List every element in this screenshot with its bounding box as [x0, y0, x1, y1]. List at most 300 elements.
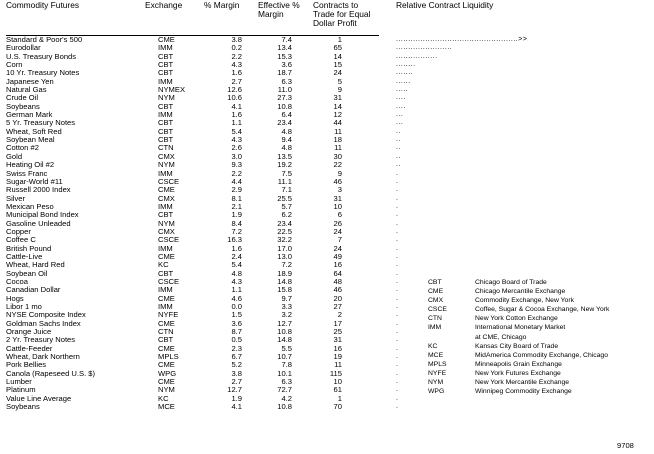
table-row [0, 195, 654, 203]
pct-margin-value: 3.6 [231, 318, 242, 328]
exchange-code: CBT [158, 335, 174, 345]
table-row [0, 270, 654, 278]
liquidity-bar: . [396, 328, 399, 336]
pct-margin-value: 4.1 [231, 101, 242, 111]
effective-margin-value: 7.8 [281, 360, 292, 370]
contracts-value: 16 [333, 343, 342, 353]
commodity-name: Soybeans [6, 101, 40, 111]
legend-desc: Winnipeg Commodity Exchange [475, 388, 572, 396]
liquidity-bar: ........ [396, 61, 416, 69]
pct-margin-value: 4.4 [231, 176, 242, 186]
contracts-value: 24 [333, 243, 342, 253]
commodity-name: Mexican Peso [6, 201, 54, 211]
liquidity-bar: .. [396, 152, 401, 160]
commodity-name: Canola (Rapeseed U.S. $) [6, 368, 96, 378]
exchange-code: IMM [158, 43, 173, 53]
legend-desc: Chicago Board of Trade [475, 279, 547, 286]
table-row [0, 178, 654, 186]
legend-abbr: WPG [428, 388, 445, 396]
liquidity-bar: . [396, 194, 399, 202]
exchange-code: CTN [158, 327, 174, 337]
effective-margin-value: 11.0 [277, 85, 292, 95]
liquidity-bar: . [396, 286, 399, 294]
effective-margin-value: 18.7 [277, 68, 292, 78]
contracts-value: 49 [333, 251, 342, 261]
effective-margin-value: 7.1 [281, 185, 292, 195]
document-code: 9708 [617, 441, 634, 450]
exchange-code: CMX [158, 193, 175, 203]
effective-margin-value: 12.7 [277, 318, 292, 328]
liquidity-bar: . [396, 202, 399, 210]
effective-margin-value: 10.7 [277, 352, 292, 362]
table-row [0, 220, 654, 228]
legend-abbr: IMM [428, 324, 442, 332]
pct-margin-value: 0.2 [231, 43, 242, 53]
table-row [0, 111, 654, 119]
effective-margin-value: 9.7 [281, 293, 292, 303]
legend-abbr: CBT [428, 279, 442, 286]
exchange-code: CBT [158, 135, 174, 145]
commodity-name: Municipal Bond Index [6, 210, 79, 220]
contracts-value: 6 [337, 210, 342, 220]
pct-margin-value: 2.7 [231, 76, 242, 86]
liquidity-bar: . [396, 403, 399, 411]
header-contracts-line-1: Contracts to [313, 0, 359, 10]
effective-margin-value: 6.2 [281, 210, 292, 220]
pct-margin-value: 2.9 [231, 185, 242, 195]
liquidity-bar: . [396, 361, 399, 369]
exchange-code: CME [158, 251, 175, 261]
exchange-code: CME [158, 293, 175, 303]
commodity-name: Russell 2000 Index [6, 185, 71, 195]
commodity-name: Orange Juice [6, 327, 52, 337]
commodity-name: 10 Yr. Treasury Notes [6, 68, 80, 78]
contracts-value: 15 [333, 60, 342, 70]
legend-abbr: CSCE [428, 306, 447, 314]
table-row [0, 245, 654, 253]
exchange-code: CMX [158, 151, 175, 161]
table-row [0, 103, 654, 111]
table-row [0, 36, 654, 44]
commodity-name: Cattle-Feeder [6, 343, 53, 353]
commodity-name: Cocoa [6, 276, 28, 286]
effective-margin-value: 14.8 [277, 276, 292, 286]
exchange-code: NYM [158, 218, 175, 228]
effective-margin-value: 27.3 [277, 93, 292, 103]
table-row [0, 69, 654, 77]
exchange-code: KC [158, 393, 169, 403]
liquidity-bar: . [396, 227, 399, 235]
contracts-value: 3 [337, 185, 342, 195]
commodity-name: 2 Yr. Treasury Notes [6, 335, 76, 345]
contracts-value: 11 [334, 126, 342, 136]
table-row [0, 128, 654, 136]
effective-margin-value: 13.5 [277, 151, 292, 161]
contracts-value: 48 [333, 276, 342, 286]
pct-margin-value: 2.1 [231, 201, 242, 211]
pct-margin-value: 8.7 [231, 327, 242, 337]
commodity-name: Libor 1 mo [6, 302, 42, 311]
exchange-code: CME [158, 343, 175, 353]
contracts-value: 12 [333, 110, 342, 120]
contracts-value: 18 [333, 135, 342, 145]
commodity-name: Standard & Poor's 500 [6, 35, 83, 44]
effective-margin-value: 18.9 [277, 268, 292, 278]
effective-margin-value: 7.4 [281, 35, 292, 44]
liquidity-bar: . [396, 169, 399, 177]
effective-margin-value: 9.4 [281, 135, 292, 145]
contracts-value: 24 [333, 226, 342, 236]
table-row [0, 203, 654, 211]
pct-margin-value: 3.8 [231, 35, 242, 44]
liquidity-bar: . [396, 378, 399, 386]
liquidity-bar: . [396, 177, 399, 185]
contracts-value: 115 [329, 368, 342, 378]
liquidity-bar: .. [396, 161, 401, 169]
pct-margin-value: 7.2 [231, 226, 242, 236]
liquidity-bar: . [396, 303, 399, 310]
legend-abbr: NYFE [428, 369, 447, 377]
legend-desc: at CME, Chicago [475, 333, 527, 341]
header-exchange: Exchange [145, 0, 183, 10]
contracts-value: 61 [333, 385, 342, 395]
contracts-value: 30 [333, 151, 342, 161]
contracts-value: 1 [337, 393, 342, 403]
table-row [0, 228, 654, 236]
table-row [0, 86, 654, 94]
exchange-code: WPG [158, 368, 177, 378]
table-row [0, 53, 654, 61]
liquidity-bar: . [396, 269, 399, 277]
exchange-code: CSCE [158, 276, 180, 286]
contracts-value: 20 [333, 293, 342, 303]
contracts-value: 46 [333, 176, 342, 186]
pct-margin-value: 12.6 [227, 85, 242, 95]
header-commodity: Commodity Futures [6, 0, 80, 10]
exchange-code: NYM [158, 385, 175, 395]
pct-margin-value: 2.2 [231, 168, 242, 178]
commodity-name: British Pound [6, 243, 52, 253]
exchange-code: IMM [158, 243, 173, 253]
commodity-name: Corn [6, 60, 23, 70]
table-row [0, 211, 654, 219]
pct-margin-value: 1.9 [231, 210, 242, 220]
pct-margin-value: 2.2 [231, 51, 242, 61]
pct-margin-value: 4.3 [231, 135, 242, 145]
legend-desc: Chicago Mercantile Exchange [475, 288, 566, 296]
pct-margin-value: 2.6 [231, 143, 242, 153]
commodity-name: Cattle-Live [6, 251, 43, 261]
effective-margin-value: 7.2 [281, 260, 292, 270]
exchange-code: IMM [158, 302, 173, 311]
liquidity-bar: . [396, 261, 399, 269]
header-contracts-line-3: Dollar Profit [313, 18, 357, 28]
effective-margin-value: 6.3 [281, 76, 292, 86]
effective-margin-value: 10.8 [277, 402, 292, 412]
exchange-code: IMM [158, 110, 173, 120]
exchange-code: CBT [158, 126, 174, 136]
pct-margin-value: 2.3 [231, 343, 242, 353]
pct-margin-value: 1.5 [231, 310, 242, 320]
exchange-code: NYMEX [158, 85, 186, 95]
pct-margin-value: 8.1 [231, 193, 242, 203]
effective-margin-value: 10.8 [277, 101, 292, 111]
exchange-code: NYFE [158, 310, 179, 320]
contracts-value: 1 [337, 35, 342, 44]
legend-desc: Kansas City Board of Trade [475, 342, 559, 350]
effective-margin-value: 6.4 [281, 110, 292, 120]
legend-abbr: NYM [428, 379, 444, 387]
contracts-value: 19 [333, 352, 342, 362]
liquidity-bar: . [396, 219, 399, 227]
contracts-value: 24 [333, 68, 342, 78]
pct-margin-value: 6.7 [231, 352, 242, 362]
effective-margin-value: 7.5 [281, 168, 292, 178]
pct-margin-value: 1.6 [231, 243, 242, 253]
effective-margin-value: 23.4 [277, 218, 292, 228]
pct-margin-value: 4.6 [231, 293, 242, 303]
exchange-code: KC [158, 260, 169, 270]
effective-margin-value: 5.5 [281, 343, 292, 353]
pct-margin-value: 3.8 [231, 368, 242, 378]
liquidity-bar: .. [396, 136, 401, 144]
liquidity-bar: . [396, 369, 399, 377]
legend-abbr: MCE [428, 351, 444, 359]
liquidity-bar: ..... [396, 86, 409, 94]
legend-desc: Commodity Exchange, New York [475, 297, 574, 305]
exchange-code: IMM [158, 76, 173, 86]
legend-desc: Minneapolis Grain Exchange [475, 360, 562, 368]
commodity-name: German Mark [6, 110, 53, 120]
table-row [0, 261, 654, 269]
pct-margin-value: 0.5 [231, 335, 242, 345]
commodity-name: Wheat, Soft Red [6, 126, 62, 136]
commodity-name: Eurodollar [6, 43, 41, 53]
pct-margin-value: 3.0 [231, 151, 242, 161]
commodity-name: Gold [6, 151, 23, 161]
commodity-name: Silver [6, 193, 25, 203]
table-row [0, 61, 654, 69]
effective-margin-value: 15.8 [277, 285, 292, 295]
legend-abbr: KC [428, 342, 438, 350]
liquidity-bar: . [396, 336, 399, 344]
liquidity-bar: . [396, 211, 399, 219]
commodity-name: Wheat, Hard Red [6, 260, 65, 270]
legend-desc: MidAmerica Commodity Exchange, Chicago [475, 351, 608, 359]
pct-margin-value: 9.3 [231, 160, 242, 170]
liquidity-bar: . [396, 236, 399, 244]
effective-margin-value: 23.4 [277, 118, 292, 128]
commodity-name: 5 Yr. Treasury Notes [6, 118, 76, 128]
table-row [0, 144, 654, 152]
exchange-code: NYM [158, 93, 175, 103]
contracts-value: 10 [333, 201, 342, 211]
pct-margin-value: 2.4 [231, 251, 242, 261]
liquidity-bar: .... [396, 102, 406, 110]
commodity-name: NYSE Composite Index [6, 310, 86, 320]
contracts-value: 44 [333, 118, 342, 128]
liquidity-bar: . [396, 244, 399, 252]
pct-margin-value: 4.3 [231, 276, 242, 286]
contracts-value: 10 [333, 377, 342, 387]
pct-margin-value: 10.6 [227, 93, 242, 103]
liquidity-bar: . [396, 311, 399, 319]
contracts-value: 11 [334, 143, 342, 153]
effective-margin-value: 22.5 [277, 226, 292, 236]
contracts-value: 17 [333, 318, 342, 328]
table-row [0, 186, 654, 194]
legend-abbr: CME [428, 288, 444, 296]
commodity-name: Platinum [6, 385, 36, 395]
commodity-name: Swiss Franc [6, 168, 48, 178]
commodity-name: Sugar-World #11 [6, 176, 63, 186]
contracts-value: 14 [333, 101, 342, 111]
exchange-code: IMM [158, 168, 173, 178]
liquidity-bar: . [396, 353, 399, 361]
legend-desc: International Monetary Market [475, 324, 566, 332]
pct-margin-value: 16.3 [227, 235, 242, 245]
legend-desc: New York Futures Exchange [475, 369, 561, 377]
commodity-name: Coffee C [6, 235, 36, 245]
exchange-code: CBT [158, 68, 174, 78]
exchange-code: CME [158, 377, 175, 387]
contracts-value: 2 [337, 310, 342, 320]
liquidity-bar: .. [396, 127, 401, 135]
header-contracts [313, 1, 370, 28]
commodity-name: Hogs [6, 293, 24, 303]
commodity-name: Copper [6, 226, 31, 236]
exchange-code: CBT [158, 268, 174, 278]
effective-margin-value: 4.8 [281, 143, 292, 153]
table-row [0, 119, 654, 127]
liquidity-bar: . [396, 386, 399, 394]
effective-margin-value: 10.8 [277, 327, 292, 337]
header-liquidity: Relative Contract Liquidity [396, 0, 494, 10]
exchange-code: CME [158, 318, 175, 328]
contracts-value: 65 [333, 43, 342, 53]
effective-margin-value: 4.2 [281, 393, 292, 403]
commodity-name: Soybean Meal [6, 135, 55, 145]
commodity-name: Natural Gas [6, 85, 47, 95]
exchange-code: MCE [158, 402, 175, 412]
commodity-name: Japanese Yen [6, 76, 54, 86]
contracts-value: 14 [333, 51, 342, 61]
commodity-name: Goldman Sachs Index [6, 318, 81, 328]
effective-margin-value: 25.5 [277, 193, 292, 203]
header-effective-margin [258, 1, 300, 19]
liquidity-bar: ....... [396, 69, 414, 77]
header-contracts-line-2: Trade for Equal [313, 9, 371, 19]
liquidity-bar: . [396, 319, 399, 327]
exchange-code: CSCE [158, 235, 180, 245]
table-row [0, 236, 654, 244]
exchange-code: MPLS [158, 352, 179, 362]
contracts-value: 22 [333, 160, 342, 170]
contracts-value: 25 [333, 327, 342, 337]
legend-desc: Coffee, Sugar & Cocoa Exchange, New York [475, 306, 610, 314]
commodity-name: Lumber [6, 377, 32, 387]
exchange-code: CBT [158, 210, 174, 220]
liquidity-bar: ................. [396, 52, 438, 60]
commodity-name: Value Line Average [6, 393, 72, 403]
table-row [0, 253, 654, 261]
effective-margin-value: 13.0 [277, 251, 292, 261]
exchange-code: CTN [158, 143, 174, 153]
exchange-code: CME [158, 35, 175, 44]
effective-margin-value: 11.1 [277, 176, 292, 186]
effective-margin-value: 10.1 [277, 368, 292, 378]
contracts-value: 27 [333, 302, 342, 311]
exchange-code: CME [158, 185, 175, 195]
table-row [0, 136, 654, 144]
commodity-name: Wheat, Dark Northern [6, 352, 80, 362]
commodity-name: Soybean Oil [6, 268, 48, 278]
exchange-code: CMX [158, 226, 175, 236]
effective-margin-value: 13.4 [277, 43, 292, 53]
contracts-value: 31 [333, 335, 342, 345]
table-row [0, 170, 654, 178]
effective-margin-value: 72.7 [277, 385, 292, 395]
commodity-name: Gasoline Unleaded [6, 218, 71, 228]
commodity-name: Pork Bellies [6, 360, 47, 370]
contracts-value: 64 [333, 268, 342, 278]
contracts-value: 9 [337, 85, 342, 95]
liquidity-bar: . [396, 277, 399, 285]
exchange-code: CBT [158, 60, 174, 70]
pct-margin-value: 12.7 [227, 385, 242, 395]
commodity-name: Heating Oil #2 [6, 160, 55, 170]
contracts-value: 5 [337, 76, 342, 86]
pct-margin-value: 1.1 [231, 285, 242, 295]
liquidity-bar: ...... [396, 77, 411, 85]
contracts-value: 46 [333, 285, 342, 295]
liquidity-bar: ..................................................>> [396, 36, 528, 43]
table-row [0, 403, 654, 411]
exchange-code: NYM [158, 160, 175, 170]
liquidity-bar: .. [396, 144, 401, 152]
liquidity-bar: . [396, 344, 399, 352]
legend-abbr: MPLS [428, 360, 447, 368]
commodity-name: Soybeans [6, 402, 40, 412]
legend-desc: New York Mercantile Exchange [475, 379, 570, 387]
table-row [0, 78, 654, 86]
pct-margin-value: 8.4 [231, 218, 242, 228]
pct-margin-value: 4.3 [231, 60, 242, 70]
liquidity-bar: ....................... [396, 44, 453, 52]
contracts-value: 70 [333, 402, 342, 412]
pct-margin-value: 0.0 [231, 302, 242, 311]
exchange-code: CBT [158, 118, 174, 128]
pct-margin-value: 1.1 [231, 118, 242, 128]
contracts-value: 11 [334, 360, 342, 370]
exchange-code: CBT [158, 51, 174, 61]
effective-margin-value: 19.2 [277, 160, 292, 170]
pct-margin-value: 5.4 [231, 260, 242, 270]
table-row [0, 94, 654, 102]
effective-margin-value: 17.0 [277, 243, 292, 253]
effective-margin-value: 3.3 [281, 302, 292, 311]
pct-margin-value: 5.4 [231, 126, 242, 136]
effective-margin-value: 3.6 [281, 60, 292, 70]
legend-desc: New York Cotton Exchange [475, 315, 558, 323]
legend-abbr: CMX [428, 297, 444, 305]
pct-margin-value: 1.9 [231, 393, 242, 403]
contracts-value: 31 [333, 93, 342, 103]
liquidity-bar: ... [396, 119, 404, 127]
liquidity-bar: ... [396, 111, 404, 119]
liquidity-bar: . [396, 294, 399, 302]
exchange-code: CBT [158, 101, 174, 111]
